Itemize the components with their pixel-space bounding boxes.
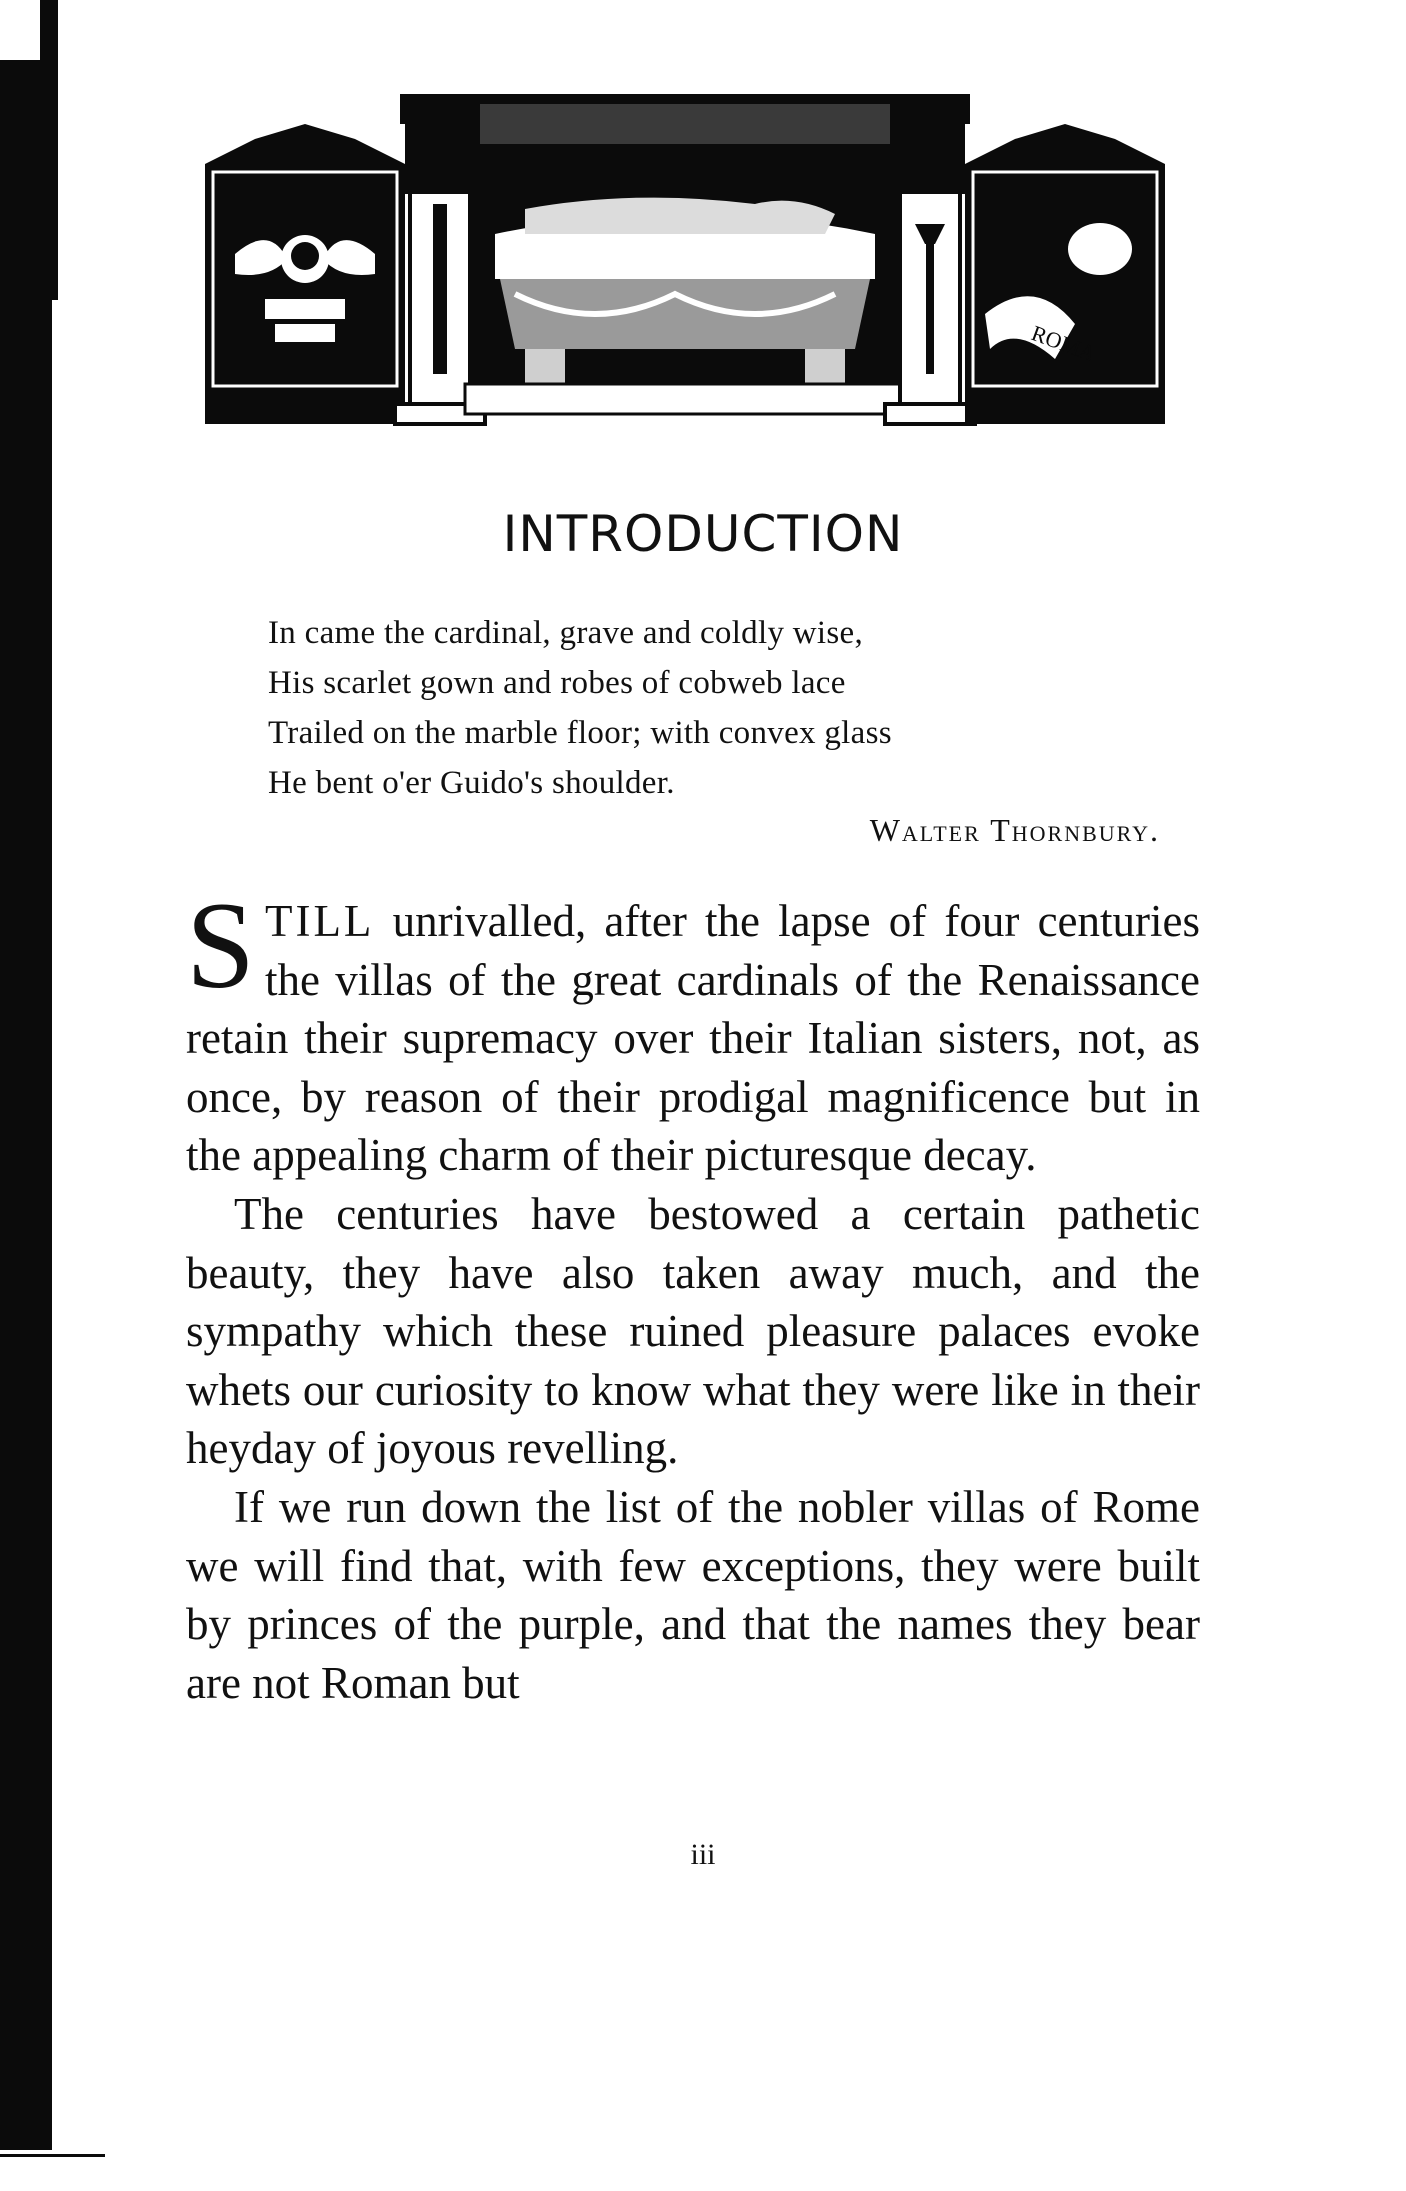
left-emblem-panel	[205, 124, 405, 424]
right-column	[885, 94, 975, 424]
epigraph-line-4: He bent o'er Guido's shoulder.	[268, 765, 675, 801]
roma-scroll-label: ROMA	[1028, 320, 1099, 367]
binding-shadow	[0, 60, 52, 2150]
lead-word: TILL	[264, 896, 375, 946]
epigraph-verse	[268, 608, 1168, 808]
headpiece-illustration	[195, 84, 1170, 454]
paragraph-3: If we run down the list of the nobler villas of Rome we will find that, with few exceptions, they were built by princes of the purple, and that the names they bear are not Roman but	[186, 1481, 1200, 1708]
binding-shadow-top	[40, 0, 58, 300]
binding-foot-rule	[0, 2154, 105, 2157]
epigraph-line-1: In came the cardinal, grave and coldly wise,	[268, 615, 864, 651]
paragraph-1-text: unrivalled, after the lapse of four centuries the villas of the great cardinals of the Renaissance retain their supremacy over their Italian sisters, not, as once, by reason of their prodigal magnificence but in the appealing charm of their picturesque decay.	[186, 896, 1200, 1181]
drop-cap: S	[186, 877, 255, 1014]
central-sarcophagus	[465, 94, 905, 414]
right-emblem-panel	[965, 124, 1165, 424]
epigraph-line-2: His scarlet gown and robes of cobweb lace	[268, 665, 846, 701]
paragraph-2: The centuries have bestowed a certain pathetic beauty, they have also taken away much, and the sympathy which these ruined pleasure palaces evoke whets our curiosity to know what they were like in their heyday of joyous revelling.	[186, 1188, 1200, 1474]
body-text	[186, 877, 1200, 1712]
paragraph-1	[186, 877, 1200, 1185]
page-title: INTRODUCTION	[502, 505, 904, 563]
page-number: iii	[690, 1838, 716, 1871]
epigraph-line-3: Trailed on the marble floor; with convex glass	[268, 715, 892, 751]
epigraph-attribution: Walter Thornbury.	[869, 812, 1160, 848]
